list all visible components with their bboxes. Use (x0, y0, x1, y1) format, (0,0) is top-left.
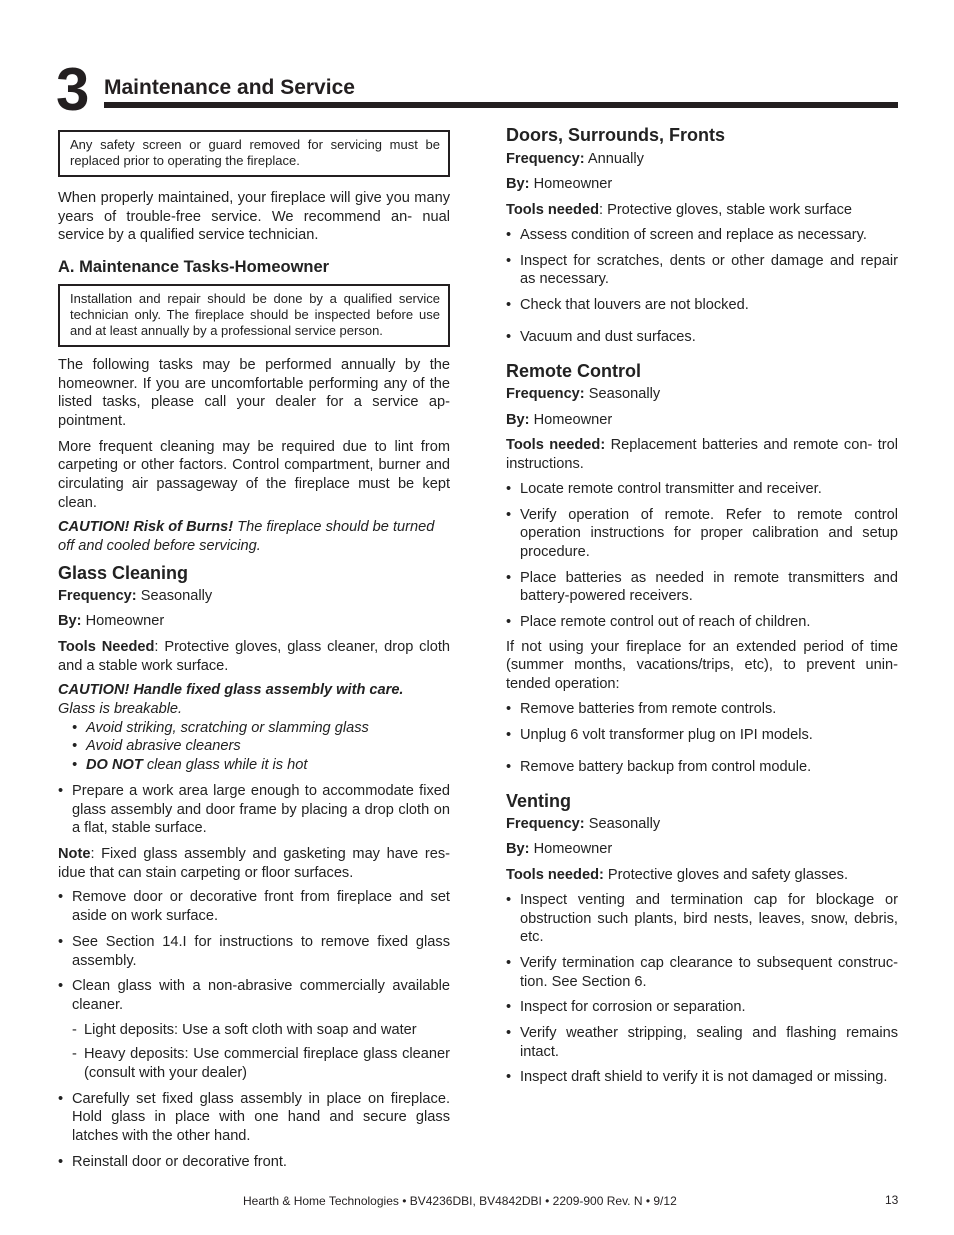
section-number: 3 (56, 56, 90, 123)
remote-paragraph: If not using your fireplace for an extended period of time (summer months, vacations/trips, etc), to prevent unin- tended operation: (506, 638, 898, 693)
glass-by (58, 612, 450, 631)
list-item: • Reinstall door or decorative front. (58, 1153, 450, 1172)
page-footer: Hearth & Home Technologies • BV4236DBI, BV4842DBI • 2209-900 Rev. N • 9/12 (243, 1194, 677, 1208)
remote-list (506, 480, 898, 632)
list-item: • Prepare a work area large enough to accommodate fixed glass assembly and door frame by placing a drop cloth on a flat, stable surface. (58, 782, 450, 838)
list-item: • Check that louvers are not blocked. (506, 296, 898, 315)
list-item: • Verify termination cap clearance to subsequent construc- tion. See Section 6. (506, 954, 898, 991)
safety-screen-notice: Any safety screen or guard removed for servicing must be replaced prior to operating the fireplace. (58, 130, 450, 177)
list-item: • Locate remote control transmitter and receiver. (506, 480, 898, 499)
tools-label: Tools needed: (506, 437, 606, 454)
list-item: • Assess condition of screen and replace as necessary. (506, 226, 898, 245)
page-title: Maintenance and Service (104, 76, 355, 99)
tools-label: Tools needed (506, 202, 599, 219)
list-item (58, 756, 450, 775)
list-item: • Place remote control out of reach of children. (506, 613, 898, 632)
list-item: • Remove batteries from remote controls. (506, 700, 898, 719)
glass-caution-heading: CAUTION! Handle fixed glass assembly with care. (58, 682, 404, 699)
doors-tools (506, 201, 898, 220)
frequency-label: Frequency: (506, 386, 585, 403)
by-label: By: (506, 411, 530, 428)
list-item: • Clean glass with a non-abrasive commercially available cleaner. (58, 977, 450, 1014)
note-text: : Fixed glass assembly and gasketing may have res- idue that can stain carpeting or floor surfaces. (58, 845, 450, 881)
cleaning-paragraph: More frequent cleaning may be required due to lint from carpeting or other factors. Control compartment, burner and circulating air passageway of the fireplace must be kept clean. (58, 438, 450, 511)
glass-tools (58, 638, 450, 675)
list-item: • Verify weather stripping, sealing and flashing remains intact. (506, 1024, 898, 1061)
glass-caution-text: Glass is breakable. (58, 701, 183, 718)
by-value: Homeowner (529, 411, 613, 428)
list-item: • Avoid striking, scratching or slamming glass (58, 719, 450, 738)
by-value: Homeowner (529, 176, 613, 193)
deposit-list (72, 1021, 450, 1083)
by-value: Homeowner (529, 841, 613, 858)
tools-label: Tools needed: (506, 867, 604, 884)
venting-tools (506, 866, 898, 885)
glass-cleaning-heading: Glass Cleaning (58, 562, 189, 583)
frequency-value: Seasonally (136, 587, 213, 604)
glass-steps-list (58, 888, 450, 1014)
burn-caution-text: The fireplace should be turned off and cooled before servicing. (58, 519, 435, 555)
list-item: • Remove battery backup from control module. (506, 758, 898, 777)
venting-heading: Venting (506, 790, 572, 811)
glass-caution-list (58, 719, 450, 775)
doors-list (506, 226, 898, 347)
doors-frequency (506, 150, 898, 169)
tools-value: : Protective gloves, glass cleaner, drop cloth and a stable work surface. (58, 638, 450, 674)
burn-caution-label: CAUTION! Risk of Burns! (58, 519, 234, 536)
frequency-label: Frequency: (506, 815, 585, 832)
by-label: By: (506, 176, 530, 193)
list-item: • Avoid abrasive cleaners (58, 737, 450, 756)
intro-paragraph: When properly maintained, your fireplace will give you many years of trouble-free service. We recommend an- nual service by a qualified service technician. (58, 190, 450, 244)
list-item: • Vacuum and dust surfaces. (506, 328, 898, 347)
page-number: 13 (885, 1193, 899, 1207)
glass-final-list (58, 1090, 450, 1172)
tools-value: Replacement batteries and remote con- trol instructions. (506, 437, 898, 473)
by-label: By: (58, 613, 82, 630)
glass-note (58, 845, 450, 882)
list-item: • Inspect for scratches, dents or other damage and repair as necessary. (506, 252, 898, 289)
do-not-label: DO NOT (86, 757, 143, 774)
qualified-service-notice: Installation and repair should be done by a qualified service technician only. The fireplace should be inspected before use and at least annually by a professional service person. (58, 284, 450, 347)
list-item: - Light deposits: Use a soft cloth with soap and water (72, 1021, 450, 1040)
glass-frequency (58, 587, 450, 606)
by-value: Homeowner (81, 613, 165, 630)
remote-heading: Remote Control (506, 361, 641, 382)
burn-caution (58, 518, 450, 555)
frequency-value: Seasonally (584, 386, 661, 403)
remote-tools (506, 436, 898, 473)
venting-frequency (506, 815, 898, 834)
title-rule (104, 102, 898, 108)
list-item: • Remove door or decorative front from fireplace and set aside on work surface. (58, 888, 450, 925)
left-column (58, 130, 450, 1172)
list-item: • See Section 14.I for instructions to remove fixed glass assembly. (58, 933, 450, 970)
doors-heading: Doors, Surrounds, Fronts (506, 125, 726, 145)
list-item: - Heavy deposits: Use commercial fireplace glass cleaner (consult with your dealer) (72, 1045, 450, 1082)
by-label: By: (506, 841, 530, 858)
frequency-value: Seasonally (584, 815, 661, 832)
list-item: • Unplug 6 volt transformer plug on IPI models. (506, 726, 898, 745)
list-item: • Place batteries as needed in remote transmitters and battery-powered receivers. (506, 569, 898, 606)
remote-frequency (506, 385, 898, 404)
list-item: • Inspect venting and termination cap for blockage or obstruction such plants, bird nests, leaves, snow, debris, etc. (506, 891, 898, 947)
list-item: • Carefully set fixed glass assembly in place on fireplace. Hold glass in place with one hand and secure glass latches with the other hand. (58, 1090, 450, 1146)
list-item: • Inspect for corrosion or separation. (506, 998, 898, 1017)
glass-prep-list (58, 782, 450, 838)
note-label: Note (58, 845, 91, 862)
tasks-paragraph: The following tasks may be performed annually by the homeowner. If you are uncomfortable performing any of the listed tasks, please call your dealer for a service ap- pointment. (58, 356, 450, 429)
frequency-label: Frequency: (58, 587, 137, 604)
do-not-text: clean glass while it is hot (142, 757, 308, 774)
list-item: • Verify operation of remote. Refer to remote control operation instructions for proper calibration and setup procedure. (506, 506, 898, 562)
remote-by (506, 411, 898, 430)
frequency-label: Frequency: (506, 150, 585, 167)
tools-label: Tools Needed (58, 638, 155, 655)
section-a-heading: A. Maintenance Tasks-Homeowner (58, 258, 330, 277)
doors-by (506, 175, 898, 194)
tools-value: Protective gloves and safety glasses. (603, 867, 849, 884)
venting-by (506, 840, 898, 859)
remote-storage-list (506, 700, 898, 777)
right-column (506, 126, 898, 1087)
list-item: • Inspect draft shield to verify it is not damaged or missing. (506, 1068, 898, 1087)
venting-list (506, 891, 898, 1087)
tools-value: : Protective gloves, stable work surface (598, 202, 853, 219)
frequency-value: Annually (584, 150, 644, 167)
